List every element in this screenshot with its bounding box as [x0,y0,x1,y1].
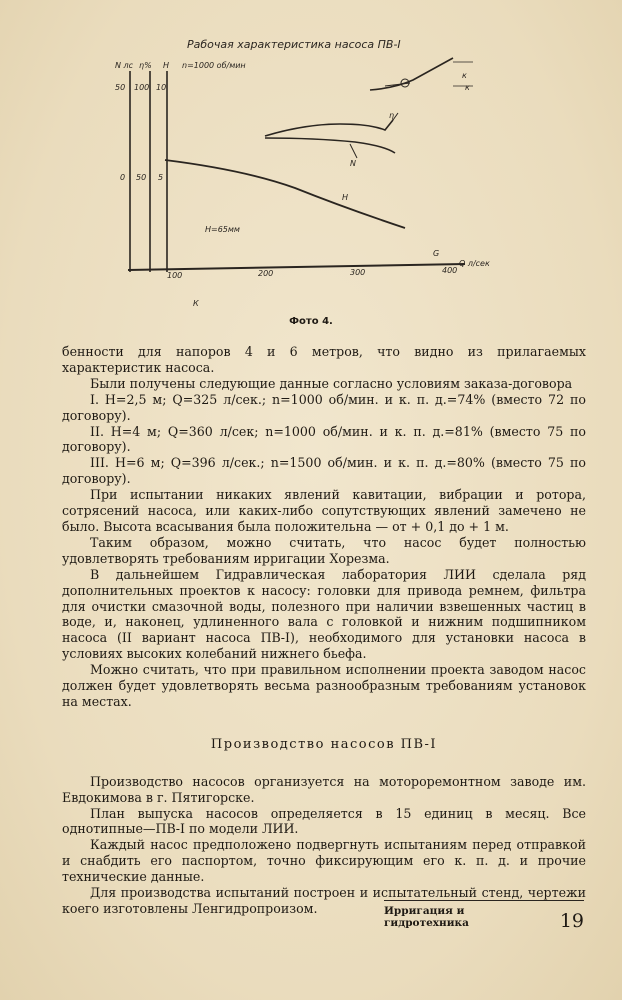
power-label-leader [350,144,357,158]
x-tick-200: 200 [258,269,274,278]
axis-head-power: N лс [115,61,134,70]
x-tick-100: 100 [167,271,183,280]
body-text [62,344,586,917]
page-number: 19 [559,910,584,932]
k-mark: К [193,299,199,308]
inset-label-top: к [462,71,467,80]
efficiency-curve-label: η [389,111,395,120]
paragraph: бенности для напоров 4 и 6 метров, что видно из прилагаемых характеристик насоса. [62,344,586,375]
paragraph: Можно считать, что при правильном исполнении проекта заводом насос должен будет удовлетворять весьма разнообразным требованиям установок на местах. [62,662,586,709]
head-curve [165,160,405,228]
efficiency-tick-top: 100 [134,83,150,92]
x-tick-400: 400 [442,266,458,275]
head-tick-top: 10 [156,83,167,92]
section-title: Производство насосов ПВ-I [210,736,438,752]
figure-caption: Фото 4. [289,316,333,327]
suction-note: Н=65мм [205,225,240,234]
efficiency-tick-bottom: 50 [136,173,147,182]
x-axis-label: Q л/сек [459,259,490,268]
inset-curve [370,58,453,90]
pump-characteristic-figure [95,28,535,320]
paragraph: В дальнейшем Гидравлическая лаборатория ЛИИ сделала ряд дополнительных проектов к насосу: головки для привода ремнем, фильтра для очистки смазочной воды, полезного при наличии взвешенных частиц в воде, и, наконец, удлиненного вала с головкой и нижним подшипником насоса (II вариант насоса ПВ-I), необходимого для установки насоса в условиях высоких колебаний нижнего бьефа. [62,566,586,662]
paragraph: Были получены следующие данные согласно условиям заказа-договора [90,375,573,391]
paragraph: Для производства испытаний построен и испытательный стенд, чертежи коего изготовлены Ленгидропроизом. [62,885,586,916]
paragraph: При испытании никаких явлений кавитации, вибрации и ротора, сотрясений насоса, или каких-либо сопутствующих явлений замечено не было. Высота всасывания была положительна — от + 0,1 до + 1 м. [62,487,586,534]
axis-head-head: H [163,61,170,70]
power-tick-top: 50 [115,83,126,92]
power-tick-bottom: 0 [120,173,126,182]
power-curve [265,138,395,153]
power-curve-label: N [350,159,356,168]
paragraph: III. H=6 м; Q=396 л/сек.; n=1500 об/мин. и к. п. д.=80% (вместо 75 по договору). [62,455,586,487]
flow-axis-line [128,264,465,270]
speed-note: n=1000 об/мин [182,61,246,70]
inset-label-bottom: к [465,83,470,92]
paragraph: Производство насосов организуется на мотороремонтном заводе им. Евдокимова в г. Пятигорске. [62,773,586,805]
axis-head-efficiency: η% [139,61,152,70]
head-curve-label: H [342,193,349,202]
paragraph: Каждый насос предположено подвергнуть испытаниям перед отправкой и снабдить его паспортом, точно фиксирующим его к. п. д. и прочие технические данные. [62,837,586,885]
paragraph: План выпуска насосов определяется в 15 единиц в месяц. Все однотипные—ПВ-I по модели ЛИИ. [62,805,586,837]
paragraph: I. H=2,5 м; Q=325 л/сек.; n=1000 об/мин. и к. п. д.=74% (вместо 72 по договору). [62,391,586,423]
page-footer [384,900,584,932]
journal-name: Ирригация и гидротехника [384,905,469,929]
paragraph: II. H=4 м; Q=360 л/сек; n=1000 об/мин. и к. п. д.=81% (вместо 75 по договору). [62,423,586,455]
efficiency-curve [265,120,393,136]
g-mark: G [433,249,440,258]
paragraph: Таким образом, можно считать, что насос будет полностью удовлетворять требованиям ирригации Хорезма. [62,534,586,566]
figure-title: Рабочая характеристика насоса ПВ-I [187,38,401,51]
x-tick-300: 300 [350,268,366,277]
head-tick-bottom: 5 [158,173,164,182]
